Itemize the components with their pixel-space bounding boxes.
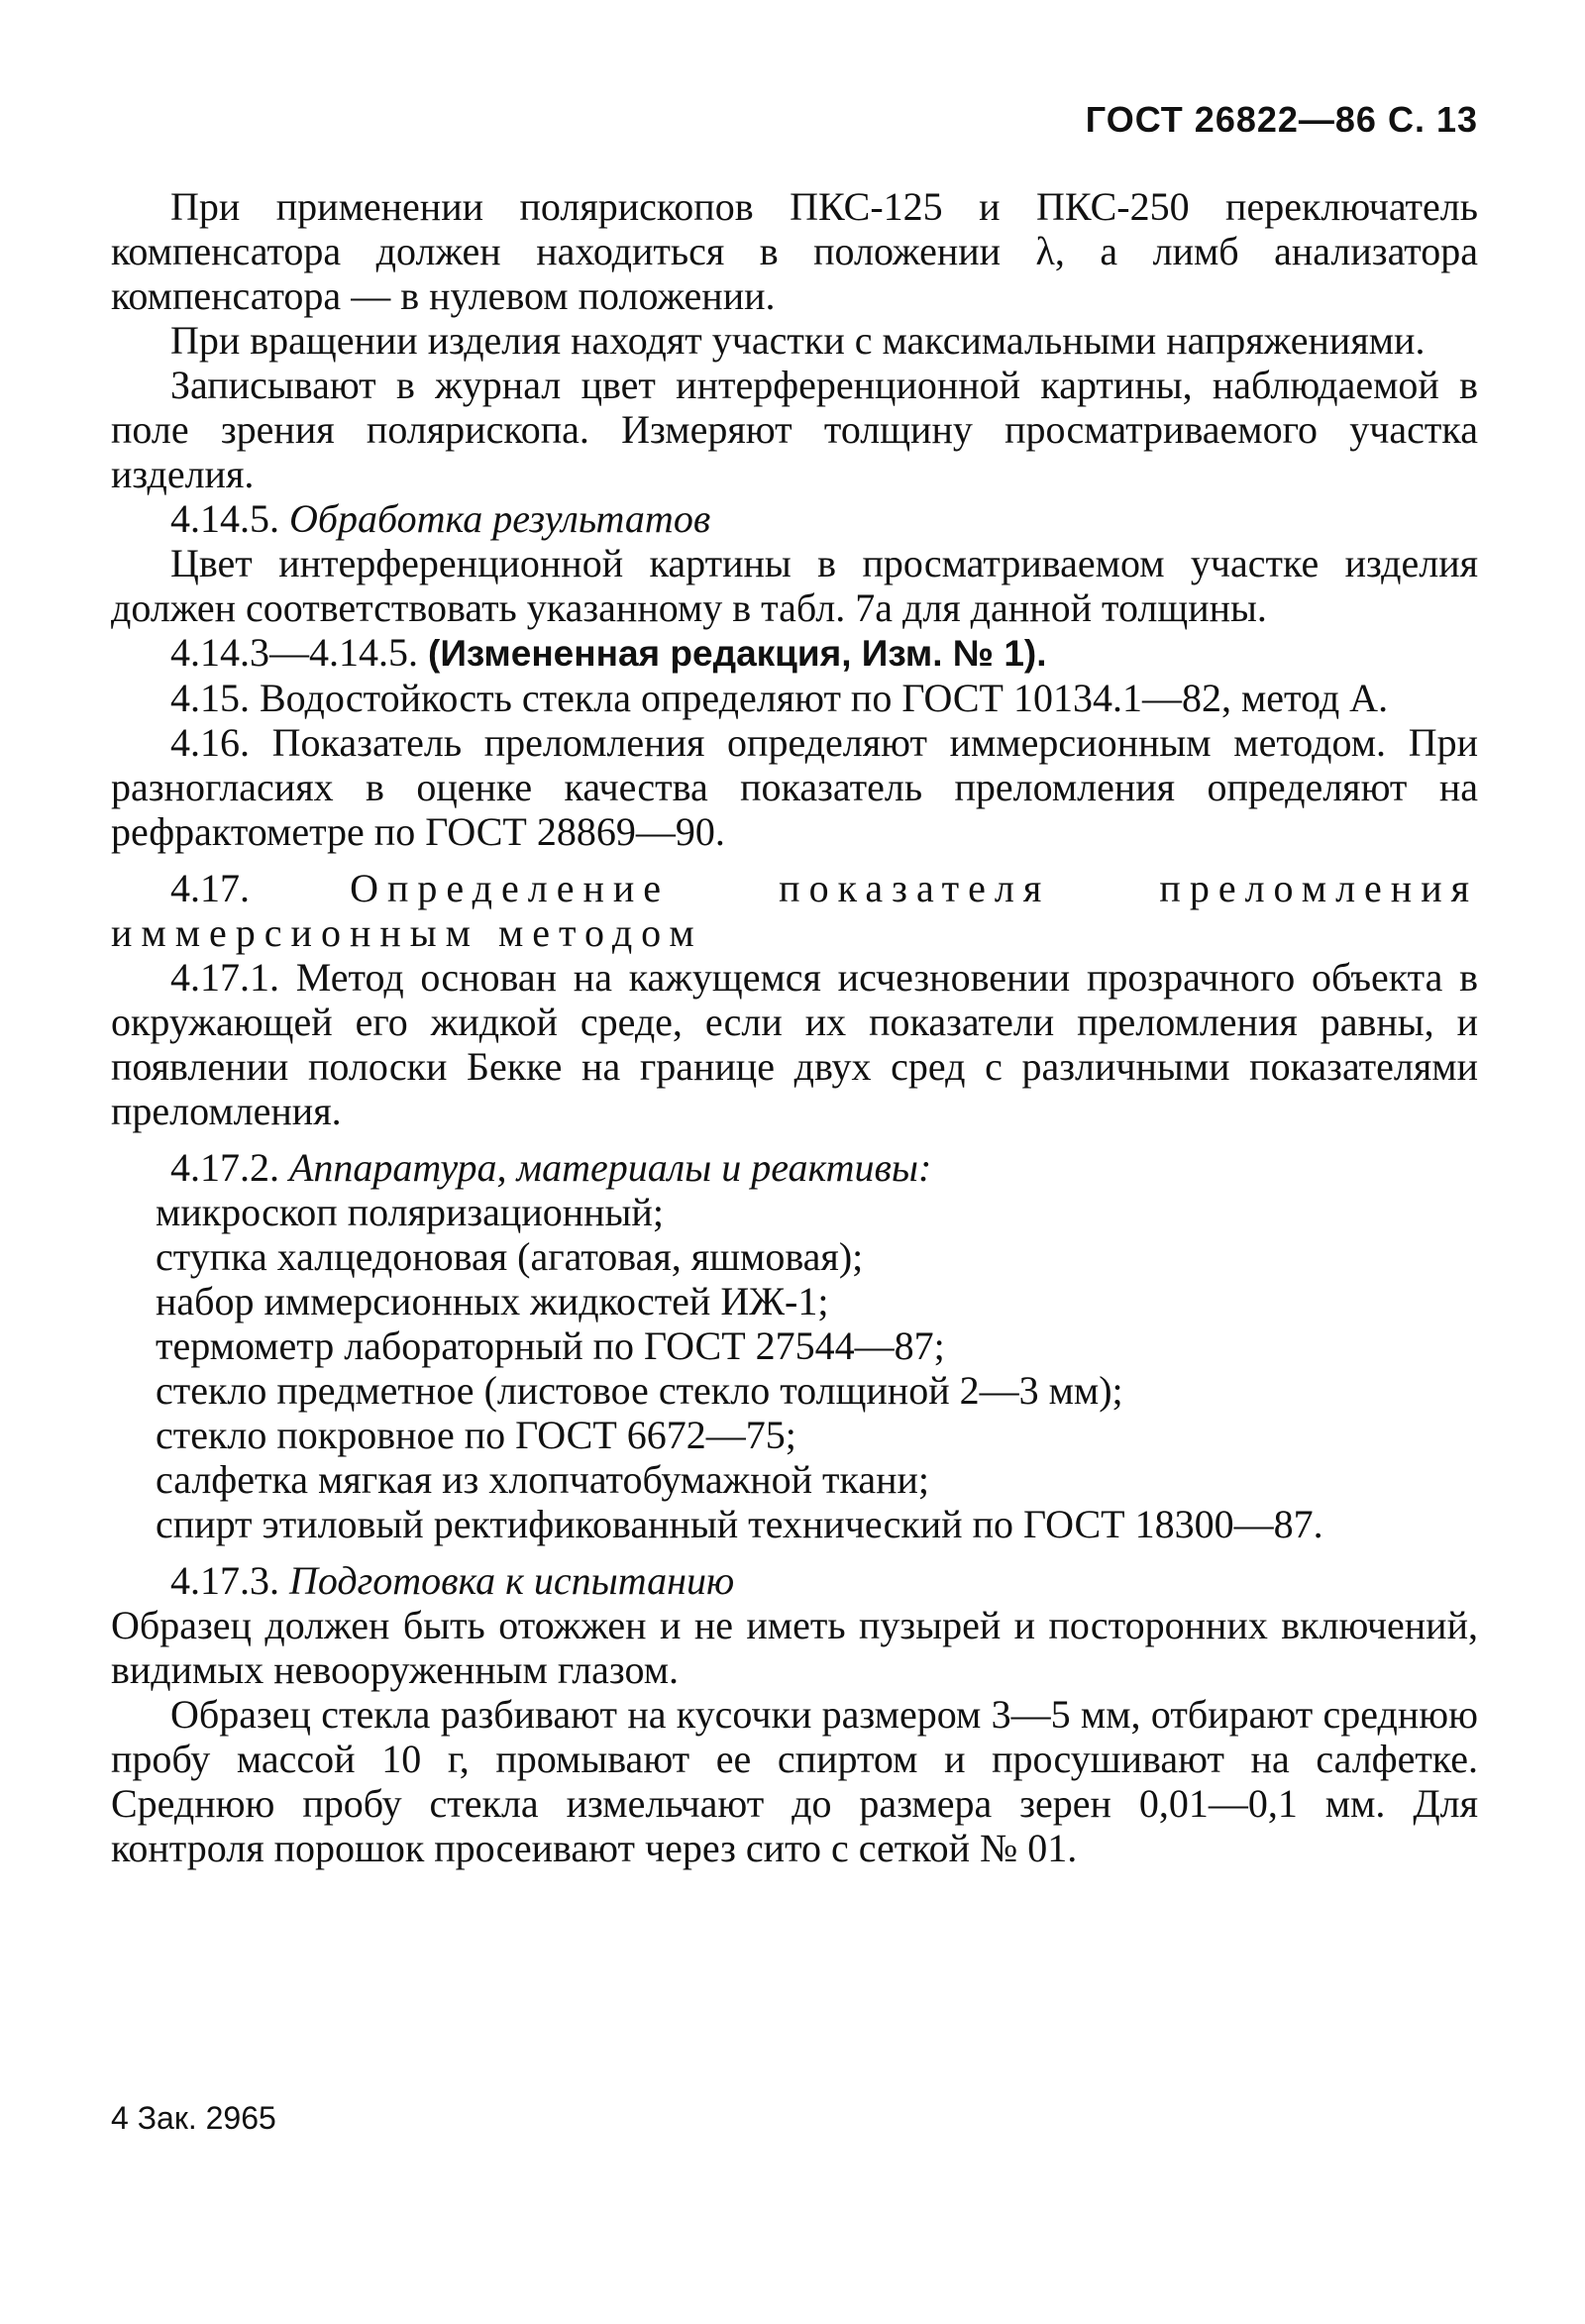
paragraph-rotation: При вращении изделия находят участки с максимальными напряжениями. — [170, 318, 1426, 363]
section-4-14-5-heading — [111, 496, 1478, 541]
section-title: Подготовка к испытанию — [289, 1558, 735, 1603]
list-item: термометр лабораторный по ГОСТ 27544—87; — [156, 1323, 945, 1368]
section-4-17-heading — [111, 866, 1478, 955]
paragraph-4-15: 4.15. Водостойкость стекла определяют по ГОСТ 10134.1—82, метод А. — [170, 676, 1389, 720]
list-item: микроскоп поляризационный; — [156, 1190, 664, 1234]
paragraph-sample-preparation: Образец стекла разбивают на кусочки размером 3—5 мм, отбирают среднюю пробу массой 10 г, промывают ее спиртом и просушивают на салфетке. Среднюю пробу стекла измельчают до размера зерен 0,01—0,1 мм. Для контроля порошок просеивают через сито с сеткой № 01. — [111, 1692, 1478, 1870]
document-body — [111, 184, 1478, 1870]
paragraph-4-16: 4.16. Показатель преломления определяют иммерсионным методом. При разногласиях в оценке качества показатель преломления определяют на рефрактометре по ГОСТ 28869—90. — [111, 720, 1478, 854]
document-page — [111, 0, 1478, 2324]
amendment-range: 4.14.3—4.14.5. — [170, 630, 418, 675]
equipment-list — [111, 1190, 1478, 1546]
list-item: набор иммерсионных жидкостей ИЖ-1; — [156, 1279, 829, 1323]
section-4-17-3-heading — [111, 1558, 1478, 1603]
section-title: Аппаратура, материалы и реактивы: — [289, 1145, 932, 1190]
list-item: спирт этиловый ректификованный технический по ГОСТ 18300—87. — [156, 1502, 1323, 1546]
footer-order-number: 4 Зак. 2965 — [111, 2100, 276, 2136]
section-number: 4.17.2. — [170, 1145, 279, 1190]
section-number: 4.17. — [170, 866, 250, 910]
list-item: ступка халцедоновая (агатовая, яшмовая); — [156, 1234, 864, 1279]
running-header: ГОСТ 26822—86 С. 13 — [1085, 99, 1478, 140]
list-item: салфетка мягкая из хлопчатобумажной ткани; — [156, 1457, 930, 1502]
section-title: Обработка результатов — [289, 496, 711, 541]
paragraph-sample-annealed: Образец должен быть отожжен и не иметь пузырей и посторонних включений, видимых невооруженным глазом. — [111, 1603, 1478, 1692]
list-item: стекло предметное (листовое стекло толщиной 2—3 мм); — [156, 1368, 1123, 1413]
paragraph-record-color: Записывают в журнал цвет интерференционной картины, наблюдаемой в поле зрения полярископа. Измеряют толщину просматриваемого участка изделия. — [111, 363, 1478, 496]
list-item: стекло покровное по ГОСТ 6672—75; — [156, 1413, 796, 1457]
amendment-note — [111, 630, 1478, 676]
amendment-label: (Измененная редакция, Изм. № 1). — [428, 633, 1047, 674]
paragraph-polariscope-settings: При применении полярископов ПКС-125 и ПКС-250 переключатель компенсатора должен находиться в положении λ, а лимб анализатора компенсатора — в нулевом положении. — [111, 184, 1478, 318]
section-number: 4.17.3. — [170, 1558, 279, 1603]
section-number: 4.14.5. — [170, 496, 279, 541]
section-title: Определение показателя преломления иммерсионным методом — [111, 866, 1479, 955]
section-4-17-2-heading — [111, 1145, 1478, 1190]
paragraph-results: Цвет интерференционной картины в просматриваемом участке изделия должен соответствовать указанному в табл. 7а для данной толщины. — [111, 541, 1478, 630]
paragraph-4-17-1: 4.17.1. Метод основан на кажущемся исчезновении прозрачного объекта в окружающей его жидкой среде, если их показатели преломления равны, и появлении полоски Бекке на границе двух сред с различными показателями преломления. — [111, 955, 1478, 1133]
